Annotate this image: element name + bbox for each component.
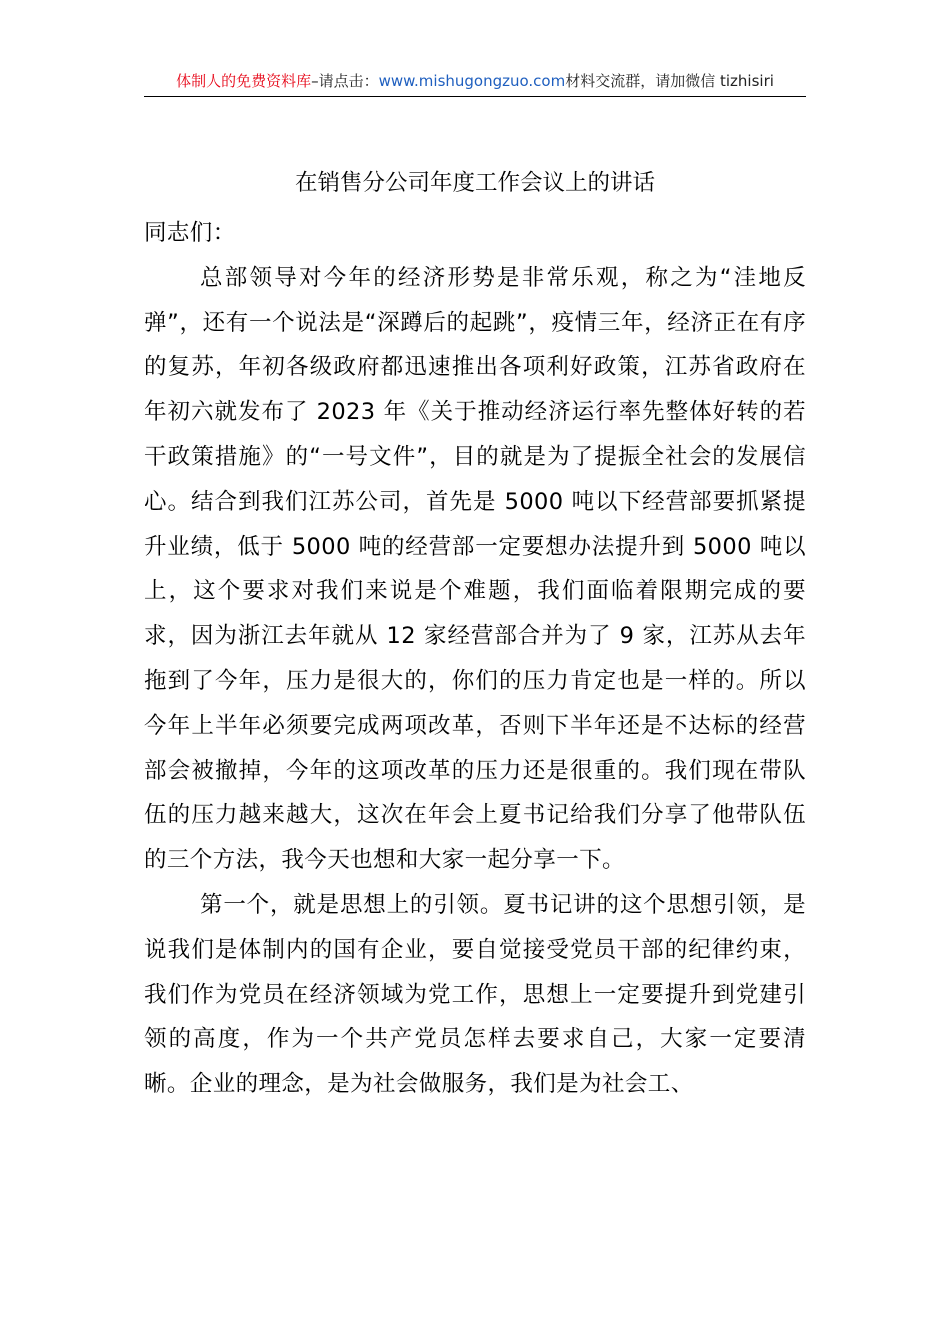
- paragraph-1: 总部领导对今年的经济形势是非常乐观，称之为“洼地反弹”，还有一个说法是“深蹲后的起跳”，疫情三年，经济正在有序的复苏，年初各级政府都迅速推出各项利好政策，江苏省政府在年初六就发布了 2023 年《关于推动经济运行率先整体好转的若干政策措施》的“一号文件”，目的就是为了提振全社会的发展信心。结合到我们江苏公司，首先是 5000 吨以下经营部要抓紧提升业绩，低于 5000 吨的经营部一定要想办法提升到 5000 吨以上，这个要求对我们来说是个难题，我们面临着限期完成的要求，因为浙江去年就从 12 家经营部合并为了 9 家，江苏从去年拖到了今年，压力是很大的，你们的压力肯定也是一样的。所以今年上半年必须要完成两项改革，否则下半年还是不达标的经营部会被撤掉，今年的这项改革的压力还是很重的。我们现在带队伍的压力越来越大，这次在年会上夏书记给我们分享了他带队伍的三个方法，我今天也想和大家一起分享一下。: [144, 264, 806, 874]
- header-brand: 体制人的免费资料库: [176, 72, 312, 90]
- salutation: 同志们：: [144, 220, 236, 246]
- page-header: [144, 70, 806, 97]
- paragraph-2: 第一个，就是思想上的引领。夏书记讲的这个思想引领，是说我们是体制内的国有企业，要自觉接受党员干部的纪律约束，我们作为党员在经济领域为党工作，思想上一定要提升到党建引领的高度，作为一个共产党员怎样去要求自己，大家一定要清晰。企业的理念，是为社会做服务，我们是为社会工、: [144, 891, 806, 1098]
- document-body: [144, 211, 806, 1107]
- document-title: 在销售分公司年度工作会议上的讲话: [294, 170, 655, 196]
- header-url-link[interactable]: www.mishugongzuo.com: [378, 72, 566, 90]
- header-contact-text: 材料交流群，请加微信 tizhisiri: [565, 72, 774, 90]
- header-prompt: –请点击：: [311, 72, 379, 90]
